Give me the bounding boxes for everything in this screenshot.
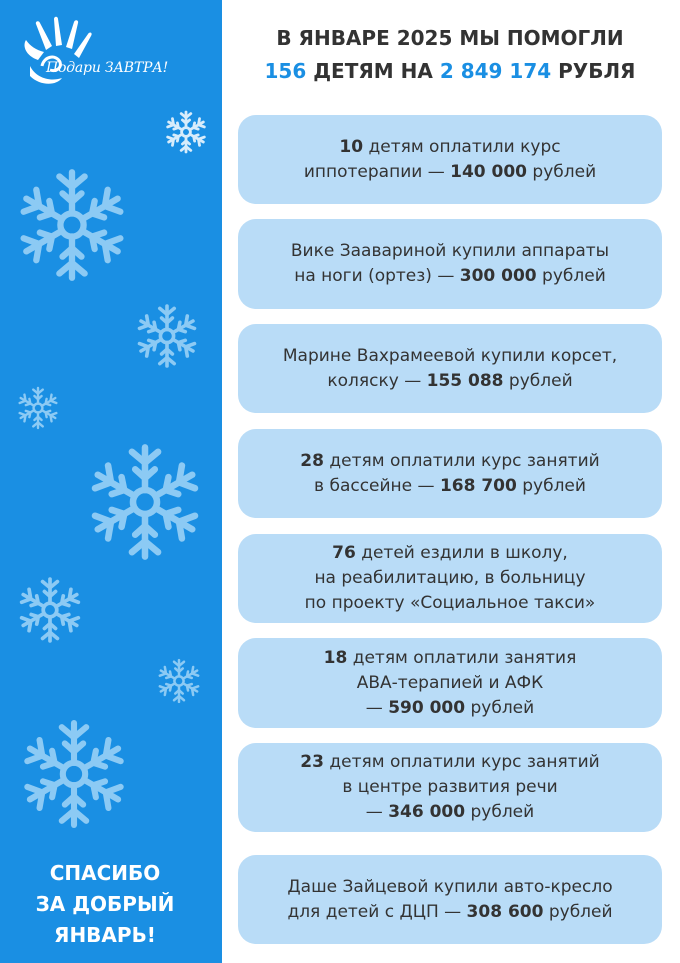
card-line bbox=[287, 875, 612, 900]
card-line bbox=[327, 369, 572, 394]
help-card bbox=[238, 219, 662, 309]
card-text: детей ездили в школу, bbox=[355, 543, 568, 563]
card-line bbox=[314, 566, 585, 591]
card-line bbox=[291, 239, 609, 264]
card-line bbox=[294, 264, 606, 289]
title-line-1: В ЯНВАРЕ 2025 МЫ ПОМОГЛИ bbox=[276, 26, 624, 50]
card-text: рублей bbox=[543, 901, 613, 922]
card-text: рублей bbox=[465, 697, 535, 718]
card-line bbox=[332, 541, 568, 566]
card-line bbox=[304, 160, 596, 185]
card-text: детям оплатили курс занятий bbox=[323, 752, 600, 772]
snowflake-icon bbox=[156, 658, 202, 704]
card-text: на ноги (ортез) — bbox=[294, 266, 460, 286]
card-text: иппотерапии — bbox=[303, 161, 451, 182]
card-highlight: 346 000 bbox=[388, 802, 466, 822]
help-card bbox=[238, 534, 662, 623]
card-line bbox=[324, 646, 577, 671]
card-text: для детей с ДЦП — bbox=[287, 901, 467, 922]
card-text: рублей bbox=[536, 266, 606, 286]
card-text: по проекту «Социальное такси» bbox=[304, 593, 596, 613]
card-text: детям оплатили курс bbox=[363, 136, 561, 157]
help-card bbox=[238, 743, 662, 832]
card-text: на реабилитацию, в больницу bbox=[314, 568, 586, 588]
card-line bbox=[342, 775, 557, 800]
card-text: рублей bbox=[465, 802, 535, 822]
card-text: — bbox=[365, 697, 389, 718]
card-text: АВА-терапией и АФК bbox=[356, 672, 544, 693]
card-text: в центре развития речи bbox=[342, 777, 558, 797]
card-line bbox=[357, 671, 544, 696]
card-line bbox=[300, 750, 599, 775]
help-card bbox=[238, 429, 662, 518]
card-line bbox=[314, 474, 586, 499]
card-line bbox=[283, 344, 617, 369]
thanks-line-1: СПАСИБО bbox=[49, 861, 161, 885]
card-highlight: 300 000 bbox=[459, 266, 537, 286]
help-card bbox=[238, 855, 662, 944]
help-card bbox=[238, 638, 662, 728]
snowflake-icon bbox=[18, 718, 130, 830]
card-highlight: 168 700 bbox=[439, 475, 517, 496]
card-text: рублей bbox=[527, 161, 597, 182]
card-line bbox=[339, 135, 560, 160]
card-line bbox=[305, 591, 596, 616]
card-highlight: 308 600 bbox=[466, 901, 544, 922]
card-text: — bbox=[365, 802, 389, 822]
snowflake-icon bbox=[16, 576, 84, 644]
snowflake-icon bbox=[85, 442, 205, 562]
help-card bbox=[238, 115, 662, 204]
card-text: Вике Заавариной купили аппараты bbox=[290, 241, 610, 261]
snowflake-icon bbox=[134, 303, 200, 369]
page-title bbox=[240, 22, 660, 88]
card-highlight: 23 bbox=[300, 752, 324, 772]
card-text: детям оплатили занятия bbox=[347, 647, 577, 668]
card-highlight: 590 000 bbox=[388, 697, 466, 718]
card-text: детям оплатили курс занятий bbox=[323, 450, 600, 471]
card-text: Марине Вахрамеевой купили корсет, bbox=[282, 345, 618, 366]
help-card bbox=[238, 324, 662, 413]
card-highlight: 18 bbox=[323, 647, 348, 668]
card-highlight: 28 bbox=[300, 450, 324, 471]
thanks-message bbox=[0, 858, 210, 951]
card-highlight: 155 088 bbox=[426, 370, 504, 391]
children-label: ДЕТЯМ НА bbox=[313, 59, 433, 83]
thanks-line-2: ЗА ДОБРЫЙ bbox=[35, 892, 175, 916]
card-line bbox=[287, 900, 612, 925]
thanks-line-3: ЯНВАРЬ! bbox=[54, 923, 156, 947]
card-text: рублей bbox=[516, 475, 586, 496]
card-line bbox=[366, 800, 534, 825]
snowflake-icon bbox=[16, 386, 60, 430]
card-text: рублей bbox=[503, 370, 573, 391]
card-text: коляску — bbox=[327, 370, 427, 391]
logo-hand-icon bbox=[16, 16, 186, 96]
snowflake-icon bbox=[164, 110, 208, 154]
card-highlight: 10 bbox=[339, 136, 364, 157]
snowflake-icon bbox=[14, 167, 130, 283]
card-highlight: 140 000 bbox=[450, 161, 528, 182]
children-count: 156 bbox=[264, 59, 307, 83]
total-amount: 2 849 174 bbox=[439, 59, 552, 83]
title-line-2 bbox=[240, 55, 660, 88]
currency-label: РУБЛЯ bbox=[558, 59, 636, 83]
logo-text: Подари ЗАВТРА! bbox=[46, 60, 169, 76]
card-text: Даше Зайцевой купили авто-кресло bbox=[287, 876, 613, 897]
card-line bbox=[300, 449, 599, 474]
card-highlight: 76 bbox=[332, 543, 356, 563]
card-text: в бассейне — bbox=[314, 475, 440, 496]
sidebar bbox=[0, 0, 222, 963]
card-line bbox=[366, 696, 534, 721]
